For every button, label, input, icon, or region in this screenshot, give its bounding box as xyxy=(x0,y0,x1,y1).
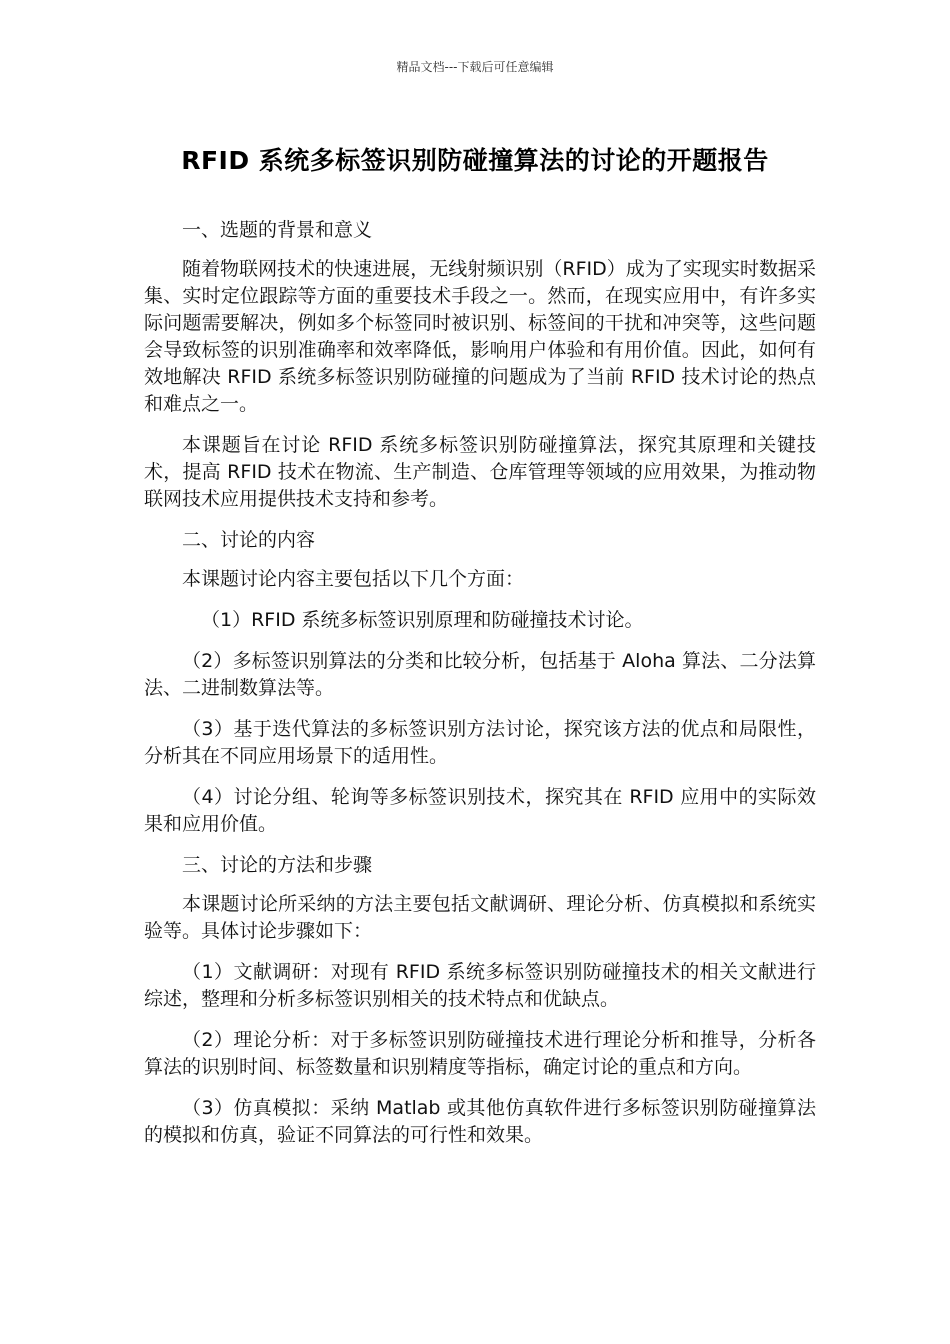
list-item-methods-3: （3）仿真模拟：采纳 Matlab 或其他仿真软件进行多标签识别防碰撞算法的模拟和仿真，验证不同算法的可行性和效果。 xyxy=(144,1097,816,1146)
paragraph-methods-intro: 本课题讨论所采纳的方法主要包括文献调研、理论分析、仿真模拟和系统实验等。具体讨论步骤如下： xyxy=(144,893,816,942)
list-item-methods-1: （1）文献调研：对现有 RFID 系统多标签识别防碰撞技术的相关文献进行综述，整理和分析多标签识别相关的技术特点和优缺点。 xyxy=(144,961,816,1010)
section-heading-background: 一、选题的背景和意义 xyxy=(182,219,373,241)
list-item-content-1: （1）RFID 系统多标签识别原理和防碰撞技术讨论。 xyxy=(201,609,644,631)
section-heading-content: 二、讨论的内容 xyxy=(182,529,316,551)
list-item-content-3: （3）基于迭代算法的多标签识别方法讨论，探究该方法的优点和局限性，分析其在不同应用场景下的适用性。 xyxy=(144,718,816,767)
list-item-content-2: （2）多标签识别算法的分类和比较分析，包括基于 Aloha 算法、二分法算法、二进制数算法等。 xyxy=(144,650,816,699)
list-item-content-4: （4）讨论分组、轮询等多标签识别技术，探究其在 RFID 应用中的实际效果和应用价值。 xyxy=(144,786,816,835)
document-body xyxy=(144,217,816,1163)
paragraph-content-intro: 本课题讨论内容主要包括以下几个方面： xyxy=(182,568,525,590)
document-title: RFID 系统多标签识别防碰撞算法的讨论的开题报告 xyxy=(181,146,769,175)
paragraph-background-1: 随着物联网技术的快速进展，无线射频识别（RFID）成为了实现实时数据采集、实时定位跟踪等方面的重要技术手段之一。然而，在现实应用中，有许多实际问题需要解决，例如多个标签同时被识别、标签间的干扰和冲突等，这些问题会导致标签的识别准确率和效率降低，影响用户体验和有用价值。因此，如何有效地解决 RFID 系统多标签识别防碰撞的问题成为了当前 RFID 技术讨论的热点和难点之一。 xyxy=(144,258,816,415)
paragraph-background-2: 本课题旨在讨论 RFID 系统多标签识别防碰撞算法，探究其原理和关键技术，提高 RFID 技术在物流、生产制造、仓库管理等领域的应用效果，为推动物联网技术应用提供技术支持和参考。 xyxy=(144,434,816,510)
list-item-methods-2: （2）理论分析：对于多标签识别防碰撞技术进行理论分析和推导，分析各算法的识别时间、标签数量和识别精度等指标，确定讨论的重点和方向。 xyxy=(144,1029,816,1078)
section-heading-methods: 三、讨论的方法和步骤 xyxy=(182,854,373,876)
header-note: 精品文档---下载后可任意编辑 xyxy=(396,60,554,74)
